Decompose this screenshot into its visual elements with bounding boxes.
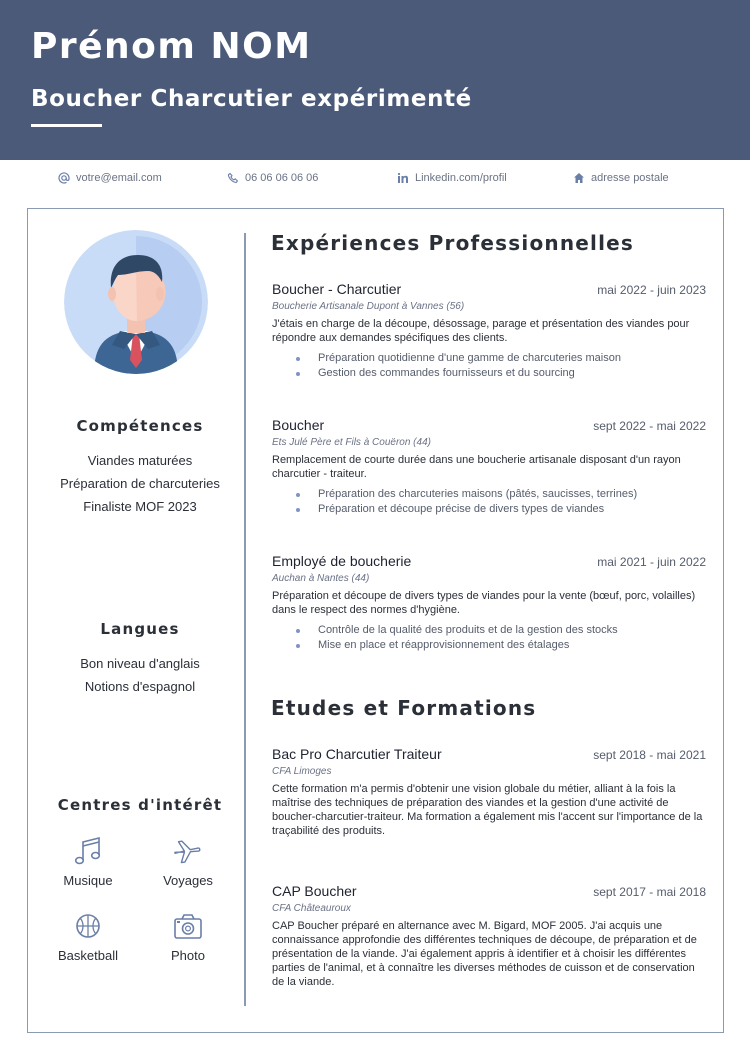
home-icon — [573, 172, 585, 184]
entry-description: CAP Boucher préparé en alternance avec M. Bigard, MOF 2005. J'ai acquis une connaissance approfondie des différentes techniques de découpe, de préparation et de présentation de la viande. J'ai également appris à identifier et à choisir les différentes parties de l'animal, et à connaître les diverses méthodes de cuisson et de conservation de la viande. — [272, 920, 697, 988]
entry-dates: mai 2022 - juin 2023 — [597, 283, 706, 297]
entry-description: Préparation et découpe de divers types de viandes pour la vente (bœuf, porc, volailles) dans le respect des normes d'hygiène. — [272, 590, 696, 616]
experience-entry — [272, 417, 706, 517]
entry-description: Cette formation m'a permis d'obtenir une vision globale du métier, alliant à la fois la maîtrise des techniques de préparation des viandes et la gestion d'une activité de boucher-charcutier-traiteur. Ma formation a également mis l'accent sur l'importance de la traçabilité des produits. — [272, 783, 703, 837]
entry-dates: sept 2022 - mai 2022 — [593, 419, 706, 433]
header-banner — [0, 0, 750, 160]
contact-phone-text: 06 06 06 06 06 — [245, 172, 319, 184]
interest-music — [43, 835, 133, 888]
contact-phone[interactable] — [227, 172, 318, 184]
list-item: Préparation et découpe précise de divers types de viandes — [296, 502, 706, 517]
interests-heading: Centres d'intérêt — [57, 796, 223, 814]
entry-title: Boucher — [272, 417, 325, 433]
basketball-icon — [71, 910, 105, 944]
entry-organization: CFA Châteauroux — [272, 903, 351, 914]
list-item: Contrôle de la qualité des produits et de la gestion des stocks — [296, 623, 706, 638]
skills-list — [40, 449, 240, 518]
column-divider — [244, 233, 246, 1006]
education-entry — [272, 746, 706, 838]
contact-row — [0, 172, 750, 192]
list-item: Bon niveau d'anglais — [80, 656, 200, 671]
list-item: Notions d'espagnol — [84, 679, 196, 694]
languages-list — [40, 652, 240, 698]
contact-linkedin[interactable] — [397, 172, 507, 184]
entry-organization: Ets Julé Père et Fils à Couëron (44) — [272, 437, 431, 448]
linkedin-icon — [397, 172, 409, 184]
entry-organization: CFA Limoges — [272, 766, 332, 777]
interest-basketball — [43, 910, 133, 963]
list-item: Finaliste MOF 2023 — [83, 499, 197, 514]
contact-address[interactable] — [573, 172, 669, 184]
title-underline — [31, 124, 102, 127]
experience-entry — [272, 553, 706, 653]
camera-icon — [171, 910, 205, 944]
interest-label: Voyages — [163, 873, 213, 888]
entry-organization: Boucherie Artisanale Dupont à Vannes (56) — [272, 301, 465, 312]
entry-organization: Auchan à Nantes (44) — [272, 573, 370, 584]
contact-linkedin-text: Linkedin.com/profil — [415, 172, 507, 184]
music-note-icon — [71, 835, 105, 869]
entry-title: CAP Boucher — [272, 883, 357, 899]
experience-entry — [272, 281, 706, 381]
candidate-name: Prénom NOM — [31, 26, 312, 67]
list-item: Mise en place et réapprovisionnement des étalages — [296, 638, 706, 653]
skills-heading: Compétences — [76, 417, 204, 435]
airplane-icon — [171, 835, 205, 869]
at-icon — [58, 172, 70, 184]
job-title: Boucher Charcutier expérimenté — [31, 86, 472, 112]
list-item: Préparation quotidienne d'une gamme de charcuteries maison — [296, 351, 706, 366]
education-entry — [272, 883, 706, 989]
list-item: Viandes maturées — [87, 453, 193, 468]
phone-icon — [227, 172, 239, 184]
entry-dates: sept 2018 - mai 2021 — [593, 748, 706, 762]
interest-label: Basketball — [58, 948, 118, 963]
entry-dates: sept 2017 - mai 2018 — [593, 885, 706, 899]
list-item: Gestion des commandes fournisseurs et du sourcing — [296, 366, 706, 381]
entry-bullets — [272, 351, 706, 381]
contact-address-text: adresse postale — [591, 172, 669, 184]
interest-photo — [143, 910, 233, 963]
entry-title: Bac Pro Charcutier Traiteur — [272, 746, 442, 762]
education-heading: Etudes et Formations — [271, 696, 537, 720]
avatar — [64, 230, 208, 374]
languages-heading: Langues — [100, 620, 180, 638]
entry-bullets — [272, 487, 706, 517]
contact-email-text: votre@email.com — [76, 172, 162, 184]
entry-description: J'étais en charge de la découpe, désossage, parage et présentation des viandes pour répondre aux demandes spécifiques des clients. — [272, 318, 690, 344]
list-item: Préparation des charcuteries maisons (pâtés, saucisses, terrines) — [296, 487, 706, 502]
entry-title: Boucher - Charcutier — [272, 281, 402, 297]
experience-heading: Expériences Professionnelles — [271, 231, 635, 255]
entry-bullets — [272, 623, 706, 653]
interest-label: Musique — [63, 873, 113, 888]
interest-travel — [143, 835, 233, 888]
entry-title: Employé de boucherie — [272, 553, 412, 569]
list-item: Préparation de charcuteries — [60, 476, 220, 491]
interest-label: Photo — [171, 948, 205, 963]
entry-dates: mai 2021 - juin 2022 — [597, 555, 706, 569]
contact-email[interactable] — [58, 172, 162, 184]
entry-description: Remplacement de courte durée dans une boucherie artisanale disposant d'un rayon charcutier - traiteur. — [272, 454, 681, 480]
